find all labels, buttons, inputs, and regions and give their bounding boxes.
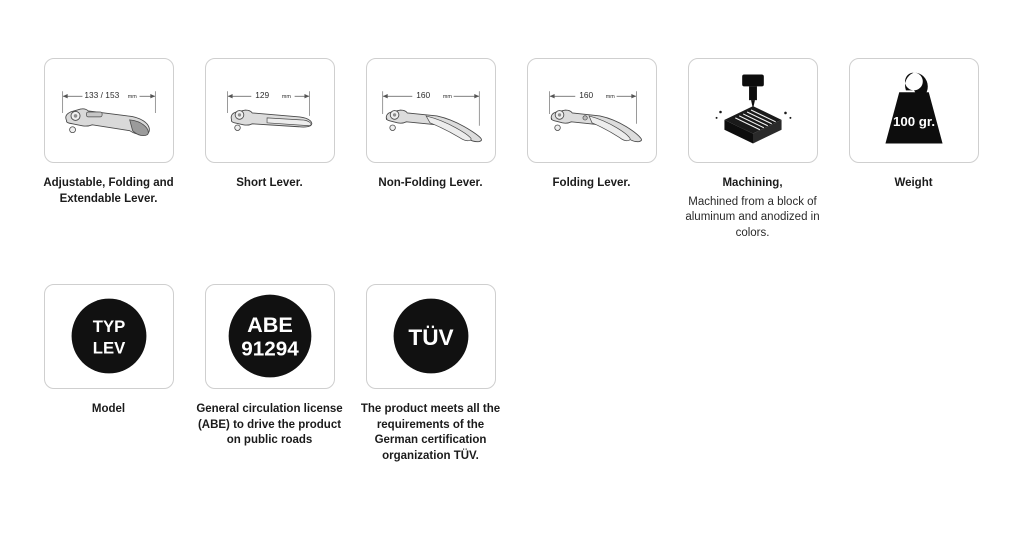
badge-line-1: ABE bbox=[246, 312, 293, 338]
cell-caption: General circulation license (ABE) to drive the product on public roads bbox=[196, 403, 343, 447]
spec-cell-non-folding-lever[interactable] bbox=[350, 58, 511, 195]
badge-line-2: 91294 bbox=[240, 337, 299, 361]
cell-caption: Machining, bbox=[722, 177, 783, 189]
icon-card bbox=[44, 284, 174, 389]
icon-card bbox=[849, 58, 979, 163]
dimension-value: 133 / 153 bbox=[83, 90, 119, 101]
icon-card bbox=[205, 58, 335, 163]
lever-drawing bbox=[551, 110, 641, 142]
spec-cell-model[interactable] bbox=[28, 284, 189, 421]
dimension-unit: mm bbox=[605, 94, 615, 101]
badge-line-1: TÜV bbox=[407, 324, 454, 350]
lever-drawing bbox=[231, 110, 312, 130]
dimension-unit: mm bbox=[127, 94, 137, 101]
cell-subcaption: Machined from a block of aluminum and anodized in colors. bbox=[685, 195, 820, 240]
lever-drawing bbox=[65, 109, 149, 136]
lever-adjustable-folding-extendable-icon bbox=[45, 58, 173, 163]
weight-kettlebell-icon bbox=[850, 58, 978, 163]
dimension-value: 160 bbox=[578, 90, 593, 101]
cell-caption: The product meets all the requirements of the German certification organization TÜV. bbox=[360, 403, 501, 462]
tuv-certification-badge-icon bbox=[367, 284, 495, 389]
spec-cell-abe-license[interactable] bbox=[189, 284, 350, 452]
icon-row-1 bbox=[28, 58, 996, 242]
icon-card bbox=[205, 284, 335, 389]
dimension-value: 129 bbox=[254, 90, 269, 101]
lever-non-folding-icon bbox=[367, 58, 495, 163]
icon-row-2 bbox=[28, 284, 996, 467]
cell-caption: Adjustable, Folding and Extendable Lever. bbox=[43, 177, 174, 205]
weight-value-label: 100 gr. bbox=[892, 113, 935, 129]
cell-caption: Non-Folding Lever. bbox=[378, 177, 483, 189]
icon-card bbox=[44, 58, 174, 163]
spec-cell-machining[interactable] bbox=[672, 58, 833, 242]
cell-caption: Model bbox=[91, 403, 126, 416]
spec-cell-folding-lever[interactable] bbox=[511, 58, 672, 195]
cell-caption: Short Lever. bbox=[236, 177, 303, 189]
spec-cell-short-lever[interactable] bbox=[189, 58, 350, 195]
icon-card bbox=[527, 58, 657, 163]
model-typ-lev-badge-icon bbox=[45, 284, 173, 389]
cell-caption: Weight bbox=[894, 177, 933, 189]
lever-short-icon bbox=[206, 58, 334, 163]
spec-cell-tuv-certification[interactable] bbox=[350, 284, 511, 467]
icon-grid bbox=[28, 58, 996, 467]
cnc-machining-icon bbox=[689, 58, 817, 163]
icon-card bbox=[366, 284, 496, 389]
lever-drawing bbox=[386, 110, 481, 142]
lever-folding-icon bbox=[528, 58, 656, 163]
icon-card bbox=[366, 58, 496, 163]
abe-certification-badge-icon bbox=[206, 284, 334, 389]
dimension-unit: mm bbox=[281, 94, 291, 101]
icon-card bbox=[688, 58, 818, 163]
cell-caption: Folding Lever. bbox=[552, 177, 631, 189]
spec-cell-weight[interactable] bbox=[833, 58, 994, 195]
badge-line-1: TYP bbox=[92, 317, 125, 337]
spec-cell-adjustable-folding-extendable-lever[interactable] bbox=[28, 58, 189, 210]
dimension-value: 160 bbox=[415, 90, 430, 101]
dimension-unit: mm bbox=[442, 94, 452, 101]
badge-line-2: LEV bbox=[92, 338, 125, 358]
